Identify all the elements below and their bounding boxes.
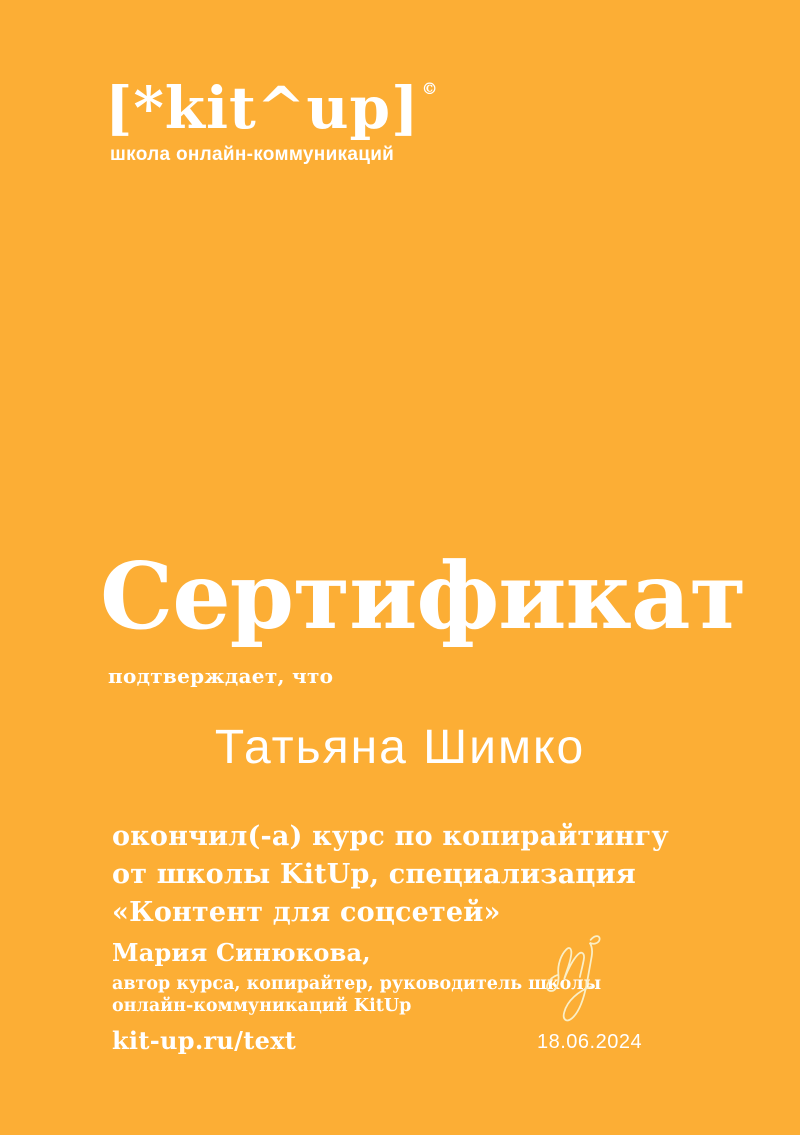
course-line-3: «Контент для соцсетей» [112, 897, 501, 928]
signer-block [112, 938, 601, 1017]
kitup-logo [105, 74, 439, 166]
signer-name: Мария Синюкова, [112, 938, 371, 967]
kitup-logo-tagline: школа онлайн-коммуникаций [110, 144, 395, 166]
kitup-logo-text: [*kit^up] [105, 74, 420, 142]
signature-icon [530, 930, 620, 1028]
signer-role-line-2: онлайн-коммуникаций KitUp [112, 996, 412, 1016]
certificate-title: Сертификат [100, 542, 746, 650]
recipient-name: Татьяна Шимко [214, 721, 586, 774]
copyright-icon: © [421, 78, 439, 98]
signer-role [112, 973, 601, 1017]
course-description [112, 818, 669, 932]
kitup-logo-wordmark [105, 74, 439, 142]
signer-role-line-1: автор курса, копирайтер, руководитель школы [112, 974, 602, 994]
footer-url: kit-up.ru/text [112, 1026, 297, 1055]
footer-date: 18.06.2024 [537, 1031, 643, 1053]
course-line-1: окончил(-а) курс по копирайтингу [112, 821, 669, 852]
certificate-subtitle: подтверждает, что [108, 664, 334, 688]
course-line-2: от школы KitUp, специализация [112, 859, 636, 890]
